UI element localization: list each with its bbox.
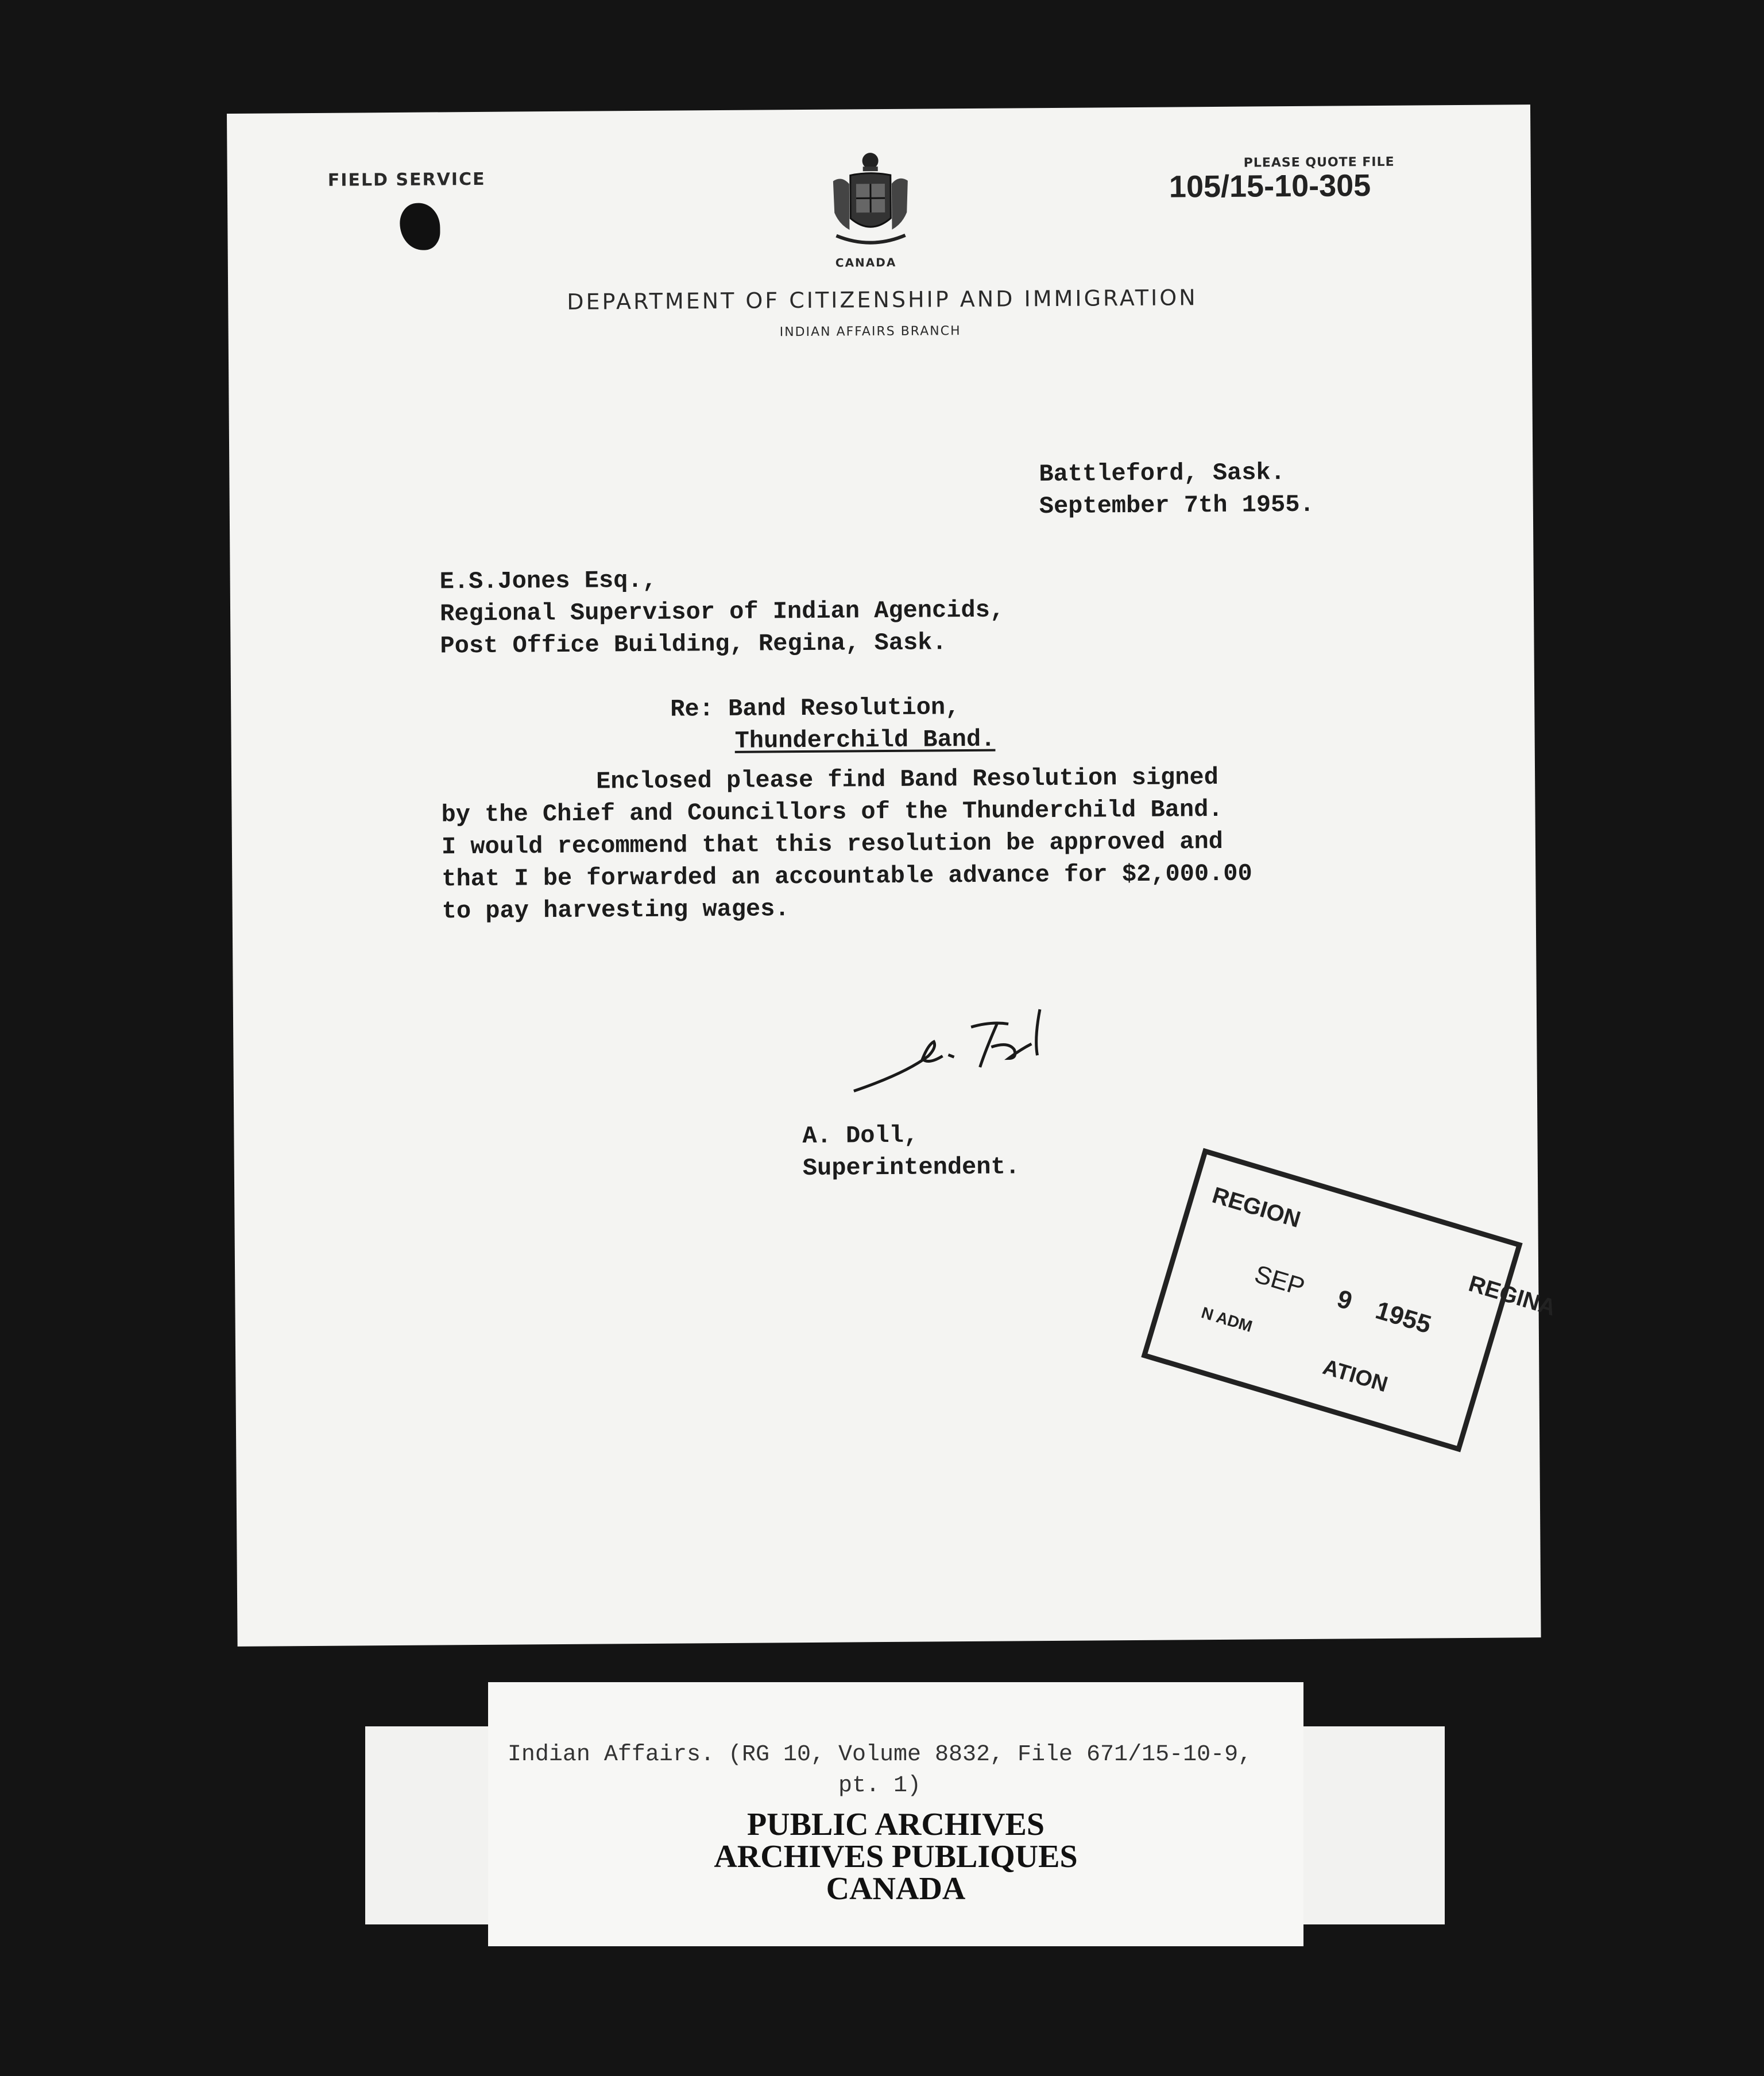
stamp-left-vertical: REGION [1209,1182,1303,1233]
letter-body [441,761,1252,928]
subject-line-2: Thunderchild Band. [734,725,996,755]
file-number: 105/15-10-305 [1169,168,1371,204]
department-heading: DEPARTMENT OF CITIZENSHIP AND IMMIGRATION [567,285,1198,315]
citation-line-1: Indian Affairs. (RG 10, Volume 8832, File 671/15-10-9, [507,1742,1252,1768]
please-quote-file-label: PLEASE QUOTE FILE [1243,154,1395,171]
subject-line-1: Re: Band Resolution, [670,694,960,723]
body-line-2: by the Chief and Councillors of the Thunderchild Band. [441,795,1223,829]
signatory-name: A. Doll, [802,1121,919,1151]
stamp-month: SEP [1251,1260,1308,1302]
archive-line-3: CANADA [826,1871,966,1907]
stamp-bottom-text: ATION [1320,1355,1391,1397]
archive-line-2: ARCHIVES PUBLIQUES [714,1839,1078,1874]
body-line-3: I would recommend that this resolution be approved and [441,827,1224,861]
letter-page [227,104,1559,1647]
recipient-line-2: Regional Supervisor of Indian Agencids, [439,596,1005,628]
recipient-address [440,562,1005,663]
stamp-day: 9 [1333,1284,1356,1316]
handwritten-signature [836,986,1129,1103]
body-line-1: Enclosed please find Band Resolution signed [595,763,1219,796]
body-line-5: to pay harvesting wages. [442,895,790,925]
dateline-date: September 7th 1955. [1039,490,1314,521]
dateline-place: Battleford, Sask. [1039,459,1286,489]
recipient-line-3: Post Office Building, Regina, Sask. [440,629,947,660]
dateline [1039,456,1314,522]
archive-name [632,1808,1160,1905]
ink-smudge [400,203,440,250]
signatory-block [802,1118,1020,1184]
coat-of-arms-crest [827,149,914,253]
archive-citation [495,1740,1264,1802]
subject-line [670,691,995,758]
received-stamp [1141,1148,1559,1453]
signatory-title: Superintendent. [802,1153,1020,1183]
crest-caption: CANADA [835,255,897,270]
stamp-bottom-left: N ADM [1199,1303,1255,1336]
stamp-year: 1955 [1372,1296,1434,1339]
archive-line-1: PUBLIC ARCHIVES [746,1807,1045,1842]
body-line-4: that I be forwarded an accountable advance for $2,000.00 [442,859,1252,893]
stamp-right-vertical: REGINA [1465,1271,1559,1321]
citation-line-2: pt. 1) [838,1773,922,1799]
recipient-line-1: E.S.Jones Esq., [439,566,657,596]
branch-heading: INDIAN AFFAIRS BRANCH [779,324,961,340]
field-service-label: FIELD SERVICE [327,169,486,191]
